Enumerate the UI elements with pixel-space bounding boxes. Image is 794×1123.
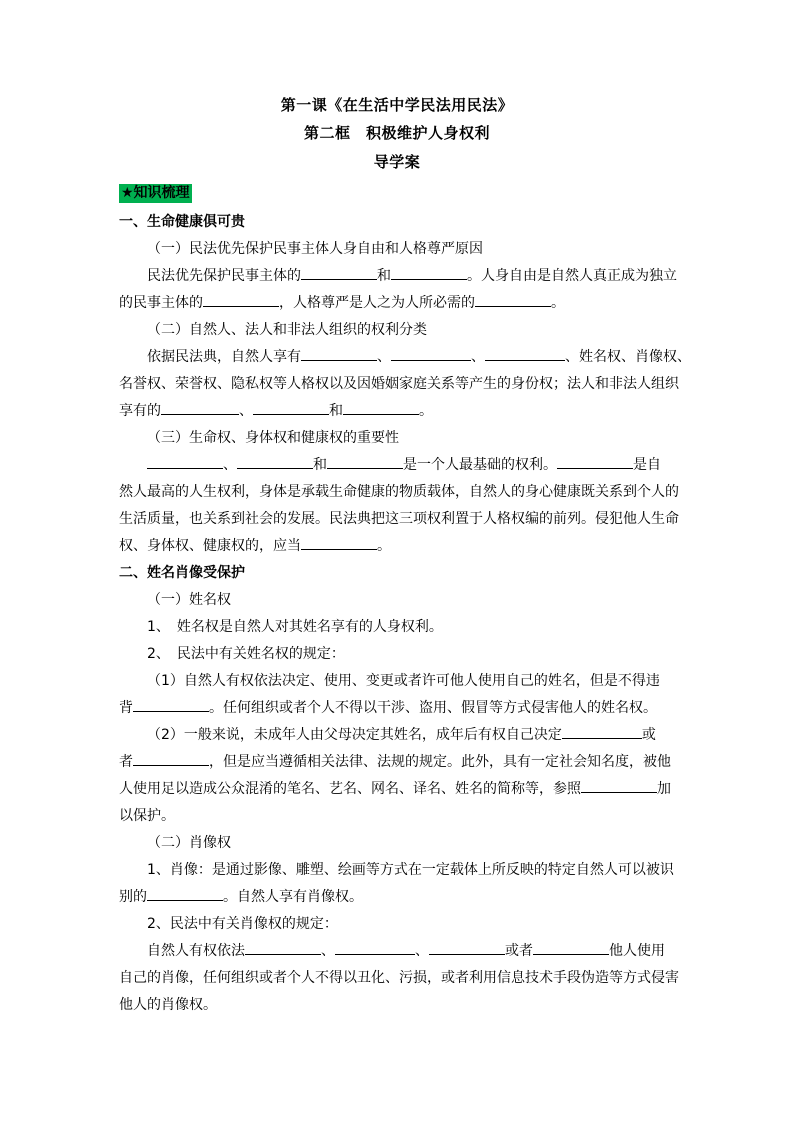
subsection-title: （二）自然人、法人和非法人组织的权利分类 xyxy=(147,322,427,338)
blank-field[interactable] xyxy=(391,278,467,280)
subsection-title: （一）姓名权 xyxy=(147,592,231,608)
paragraph-line: 然人最高的人生权利，身体是承载生命健康的物质载体，自然人的身心健康既关系到个人的 xyxy=(119,484,679,500)
paragraph-line: 生活质量，也关系到社会的发展。民法典把这三项权利置于人格权编的前列。侵犯他人生命 xyxy=(119,511,679,527)
blank-field[interactable] xyxy=(429,953,505,955)
blank-field[interactable] xyxy=(245,953,321,955)
paragraph-line: 、 和 是一个人最基础的权利。 是自 xyxy=(119,452,679,479)
blank-field[interactable] xyxy=(237,467,313,469)
subsection-title: （一）民法优先保护民事主体人身自由和人格尊严原因 xyxy=(147,241,483,257)
blank-field[interactable] xyxy=(391,359,471,361)
paragraph-line: 1、肖像：是通过影像、雕塑、绘画等方式在一定载体上所反映的特定自然人可以被识 xyxy=(147,862,674,878)
blank-field[interactable] xyxy=(147,467,223,469)
paragraph-line: 名誉权、荣誉权、隐私权等人格权以及因婚姻家庭关系等产生的身份权；法人和非法人组织 xyxy=(119,376,679,392)
paragraph-line: 的民事主体的 ，人格尊严是人之为人所必需的 。 xyxy=(119,295,565,311)
blank-field[interactable] xyxy=(133,710,209,712)
blank-field[interactable] xyxy=(203,305,279,307)
paragraph-line: 以保护。 xyxy=(119,808,175,824)
blank-field[interactable] xyxy=(301,548,377,550)
paragraph-line: 自己的肖像，任何组织或者个人不得以丑化、污损，或者利用信息技术手段伪造等方式侵害 xyxy=(119,970,679,986)
section-badge-knowledge: ★知识梳理 xyxy=(121,185,190,201)
list-item: 2、民法中有关肖像权的规定： xyxy=(147,916,338,932)
blank-field[interactable] xyxy=(147,899,223,901)
blank-field[interactable] xyxy=(301,359,377,361)
list-item: 2、 民法中有关姓名权的规定： xyxy=(147,646,345,662)
paragraph-line: 他人的肖像权。 xyxy=(119,997,217,1013)
blank-field[interactable] xyxy=(485,359,565,361)
paragraph-line: 权、身体权、健康权的，应当 。 xyxy=(119,538,391,554)
paragraph-line: 背 。任何组织或者个人不得以干涉、盗用、假冒等方式侵害他人的姓名权。 xyxy=(119,700,657,716)
paragraph-line: 民法优先保护民事主体的 和 。人身自由是自然人真正成为独立 xyxy=(147,268,677,284)
section-heading-2: 二、姓名肖像受保护 xyxy=(119,565,245,581)
paragraph-line: （1）自然人有权依法决定、使用、变更或者许可他人使用自己的姓名，但是不得违 xyxy=(147,673,660,689)
blank-field[interactable] xyxy=(557,467,633,469)
paragraph-line: 别的 。自然人享有肖像权。 xyxy=(119,889,363,905)
page-subtitle: 第二框 积极维护人身权利 xyxy=(303,124,490,142)
paragraph-line: 自然人有权依法 、 、 或者 他人使用 xyxy=(147,943,665,959)
blank-field[interactable] xyxy=(335,953,415,955)
blank-field[interactable] xyxy=(581,791,657,793)
blank-field[interactable] xyxy=(562,737,642,739)
paragraph-line: 者 ，但是应当遵循相关法律、法规的规定。此外，具有一定社会知名度，被他 xyxy=(119,754,671,770)
paragraph-line: 依据民法典，自然人享有 、 、 、姓名权、肖像权、 xyxy=(147,349,691,365)
blank-field[interactable] xyxy=(533,953,609,955)
blank-field[interactable] xyxy=(161,413,239,415)
blank-field[interactable] xyxy=(475,305,551,307)
subsection-title: （二）肖像权 xyxy=(147,835,231,851)
section-heading-1: 一、生命健康俱可贵 xyxy=(119,214,245,230)
blank-field[interactable] xyxy=(301,278,377,280)
subsection-title: （三）生命权、身体权和健康权的重要性 xyxy=(147,430,399,446)
document-type: 导学案 xyxy=(373,153,421,171)
blank-field[interactable] xyxy=(343,413,419,415)
blank-field[interactable] xyxy=(133,764,209,766)
blank-field[interactable] xyxy=(253,413,329,415)
paragraph-line: （2）一般来说，未成年人由父母决定其姓名，成年后有权自己决定 或 xyxy=(147,727,656,743)
paragraph-line: 人使用足以造成公众混淆的笔名、艺名、网名、译名、姓名的简称等，参照 加 xyxy=(119,781,671,797)
worksheet-content xyxy=(119,209,691,1019)
page-title: 第一课《在生活中学民法用民法》 xyxy=(280,96,514,114)
list-item: 1、 姓名权是自然人对其姓名享有的人身权利。 xyxy=(147,619,443,635)
paragraph-line: 享有的 、 和 。 xyxy=(119,403,433,419)
blank-field[interactable] xyxy=(327,467,403,469)
